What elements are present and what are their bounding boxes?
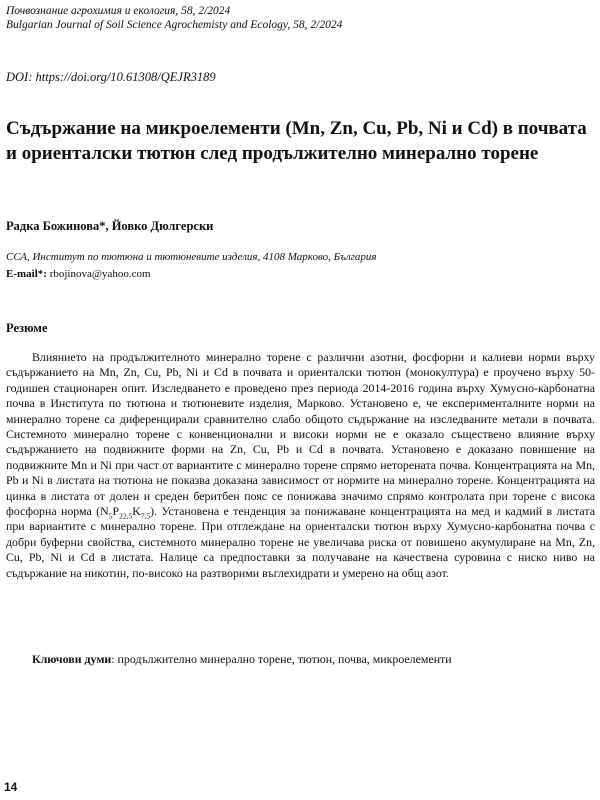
abstract-text: [6, 350, 595, 581]
page-number: 14: [4, 780, 18, 794]
email-address[interactable]: rbojinova@yahoo.com: [49, 268, 151, 280]
abstract-heading: Резюме: [6, 321, 48, 335]
abstract-text-part2: ). Установена е тенденция за понижаване концентрацията на мед и кадмий в листата при вариантите с минерално торене. При отглеждане на ориенталски тютюн върху Хумусно-карбонатна почва с добри буферни свойства, системното минерално торене не увеличава риска от повишено акумулиране на Mn, Zn, Cu, Pb, Ni и Cd в листата. Налице са предпоставки за получаване на качествена суровина с ниско ниво на съдържание на никотин, по-високо на разтворими въглехидрати и умерено на общ азот.: [6, 504, 595, 580]
keywords-label: Ключови думи: [32, 652, 112, 666]
fertilizer-formula: $N_5P_{22,5}K_{7,5}$: [100, 504, 151, 521]
keywords-text: : продължително минерално торене, тютюн, почва, микроелементи: [111, 652, 452, 666]
affiliation: ССА, Институт по тютюна и тютюневите изделия, 4108 Марково, България: [6, 251, 377, 263]
article-title: Съдържание на микроелементи (Mn, Zn, Cu, Pb, Ni и Cd) в почвата и ориенталски тютюн след продължително минерално торене: [6, 118, 587, 164]
journal-name-bg: Почвознание агрохимия и екология, 58, 2/2024: [6, 5, 231, 17]
doi-link[interactable]: DOI: https://doi.org/10.61308/QEJR3189: [6, 70, 216, 84]
email-label: E-mail*:: [6, 268, 47, 280]
keywords: [32, 652, 452, 667]
email-line: [6, 268, 151, 280]
journal-name-en: Bulgarian Journal of Soil Science Agrochemisty and Ecology, 58, 2/2024: [6, 19, 343, 31]
abstract-text-part1: Влиянието на продължителното минерално торене с различни азотни, фосфорни и калиеви норми върху съдържанието на Mn, Zn, Cu, Pb, Ni и Cd в почвата и ориенталски тютюн (монокултура) е проучено върху 50-годишен стационарен опит. Изследването е проведено през периода 2014-2016 година върху Хумусно-карбонатна почва в Института по тютюна и тютюневите изделия, Марково. Установено е, че експерименталните норми на минерално торене са диференцирали сравнително слабо общото съдържание на изследваните метали в почвата. Системното минерално торене с конвенционални и високи норми не е оказало съществено влияние върху съдържанието на подвижните форми на Zn, Cu, Pb и Cd в почвата. Установено е доказано повишение на подвижните Mn и Ni при част от вариантите с минерално торене спрямо неторената почва. Концентрацията на Mn, Pb и Ni в листата на тютюна не показва доказана зависимост от нормите на минерално торене. Концентрацията на цинка в листата от долен и среден беритбен пояс се понижава значимо спрямо контролата при торене с висока фосфорна норма (: [6, 350, 595, 519]
journal-header: [6, 4, 342, 32]
authors: Радка Божинова*, Йовко Дюлгерски: [6, 219, 214, 233]
